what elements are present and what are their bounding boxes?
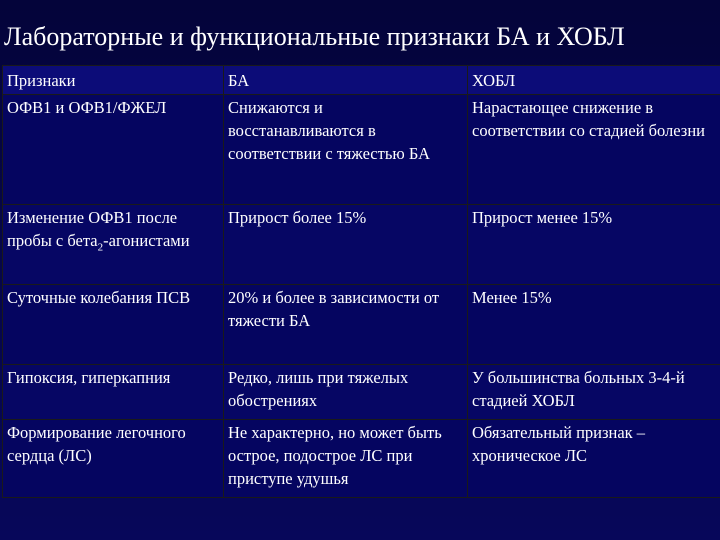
table-row [3,95,720,205]
copd-cell: У большинства больных 3-4-й стадией ХОБЛ [468,365,720,420]
slide-title: Лабораторные и функциональные признаки БА и ХОБЛ [4,22,625,51]
copd-cell: Нарастающее снижение в соответствии со стадией болезни [468,95,720,205]
ba-cell: Снижаются и восстанавливаются в соответствии с тяжестью БА [224,95,468,205]
table-header-row [3,66,720,95]
ba-cell: Прирост более 15% [224,205,468,285]
feature-cell: Формирование легочного сердца (ЛС) [3,420,224,498]
ba-cell: Не характерно, но может быть острое, подострое ЛС при приступе удушья [224,420,468,498]
header-copd: ХОБЛ [468,66,720,95]
copd-cell: Обязательный признак – хроническое ЛС [468,420,720,498]
table-row [3,205,720,285]
copd-cell: Менее 15% [468,285,720,365]
feature-cell [3,205,224,285]
ba-cell: Редко, лишь при тяжелых обострениях [224,365,468,420]
header-features: Признаки [3,66,224,95]
feature-cell: Гипоксия, гиперкапния [3,365,224,420]
feature-text: Изменение ОФВ1 после пробы с бета [7,208,178,250]
feature-subscript: 2 [97,241,104,254]
feature-cell: ОФВ1 и ОФВ1/ФЖЕЛ [3,95,224,205]
header-ba: БА [224,66,468,95]
feature-cell: Суточные колебания ПСВ [3,285,224,365]
table-row [3,285,720,365]
copd-cell: Прирост менее 15% [468,205,720,285]
table-row [3,420,720,498]
comparison-table [2,65,720,498]
ba-cell: 20% и более в зависимости от тяжести БА [224,285,468,365]
table-row [3,365,720,420]
feature-text-suffix: -агонистами [103,231,190,250]
